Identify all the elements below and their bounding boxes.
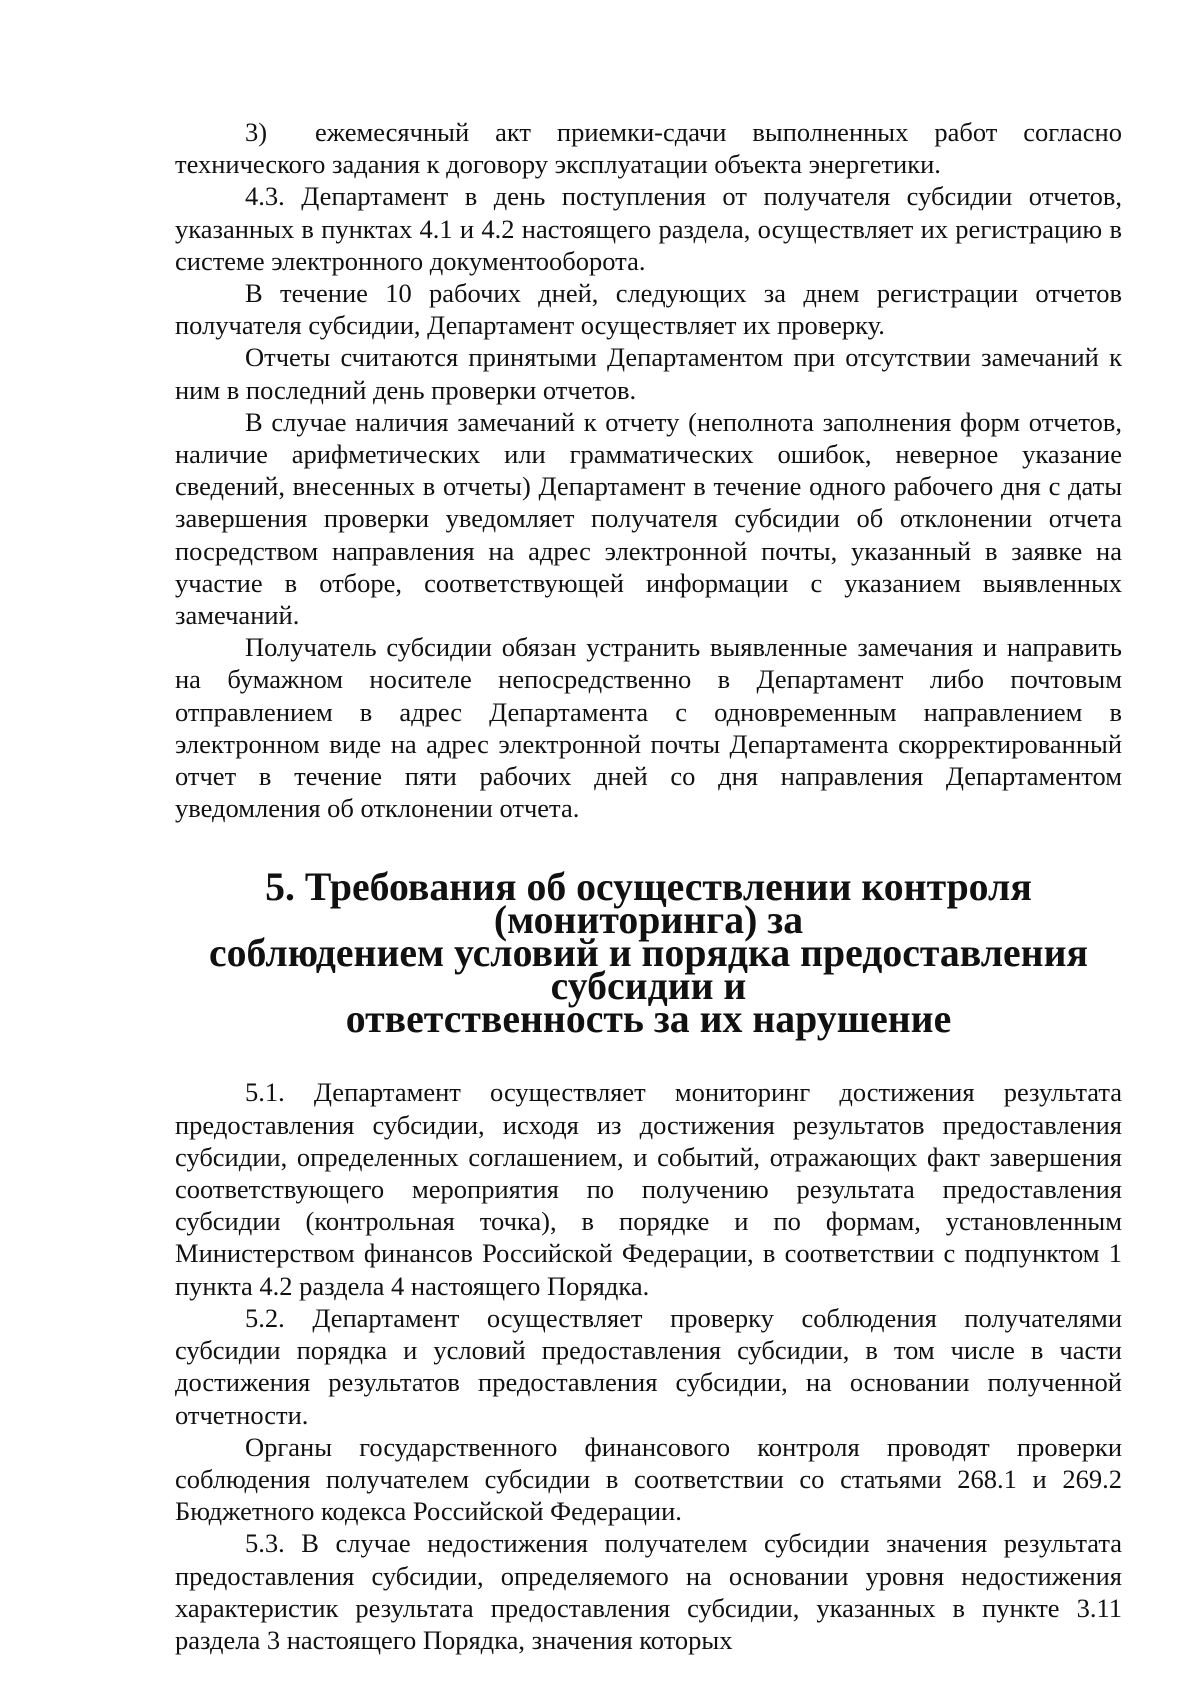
section-heading-line: соблюдением условий и порядка предоставления субсидии и <box>208 931 1088 1009</box>
section-heading-line: ответственность за их нарушение <box>345 997 952 1042</box>
paragraph-5-1: 5.1. Департамент осуществляет мониторинг достижения результата предоставления субсидии, исходя из достижения результатов предоставления субсидии, определенных соглашением, и событий, отражающих факт завершения соответствующего мероприятия по получению результата предоставления субсидии (контрольная точка), в порядке и по формам, установленным Министерством финансов Российской Федерации, в соответствии с подпунктом 1 пункта 4.2 раздела 4 настоящего Порядка. <box>175 1077 1122 1301</box>
paragraph-4-3: 4.3. Департамент в день поступления от получателя субсидии отчетов, указанных в пунктах 4.1 и 4.2 настоящего раздела, осуществляет их регистрацию в системе электронного документооборота. <box>175 181 1122 276</box>
section-5-heading <box>175 865 1122 1042</box>
paragraph-text: ежемесячный акт приемки-сдачи выполненных работ согласно технического задания к договору эксплуатации объекта энергетики. <box>175 117 1122 180</box>
paragraph-review-period: В течение 10 рабочих дней, следующих за днем регистрации отчетов получателя субсидии, Департамент осуществляет их проверку. <box>175 278 1122 341</box>
paragraph-5-2: 5.2. Департамент осуществляет проверку соблюдения получателями субсидии порядка и условий предоставления субсидии, в том числе в части достижения результатов предоставления субсидии, на основании полученной отчетности. <box>175 1302 1122 1430</box>
section-heading-line: 5. Требования об осуществлении контроля (мониторинга) за <box>265 865 1032 943</box>
paragraph-5-3: 5.3. В случае недостижения получателем субсидии значения результата предоставления субсидии, определяемого на основании уровня недостижения характеристик результата предоставления субсидии, указанных в пункте 3.11 раздела 3 настоящего Порядка, значения которых <box>175 1528 1122 1655</box>
paragraph-remarks: В случае наличия замечаний к отчету (неполнота заполнения форм отчетов, наличие арифметических или грамматических ошибок, неверное указание сведений, внесенных в отчеты) Департамент в течение одного рабочего дня с даты завершения проверки уведомляет получателя субсидии об отклонении отчета посредством направления на адрес электронной почты, указанный в заявке на участие в отборе, соответствующей информации с указанием выявленных замечаний. <box>175 406 1122 631</box>
paragraph-item-3 <box>175 116 1122 180</box>
paragraph-financial-control: Органы государственного финансового контроля проводят проверки соблюдения получателем субсидии в соответствии со статьями 268.1 и 269.2 Бюджетного кодекса Российской Федерации. <box>175 1431 1122 1527</box>
paragraph-reports-accepted: Отчеты считаются принятыми Департаментом при отсутствии замечаний к ним в последний день проверки отчетов. <box>175 342 1122 405</box>
item-number: 3) <box>245 117 268 147</box>
paragraph-correction: Получатель субсидии обязан устранить выявленные замечания и направить на бумажном носителе непосредственно в Департамент либо почтовым отправлением в адрес Департамента с одновременным направлением в электронном виде на адрес электронной почты Департамента скорректированный отчет в течение пяти рабочих дней со дня направления Департаментом уведомления об отклонении отчета. <box>175 632 1122 824</box>
